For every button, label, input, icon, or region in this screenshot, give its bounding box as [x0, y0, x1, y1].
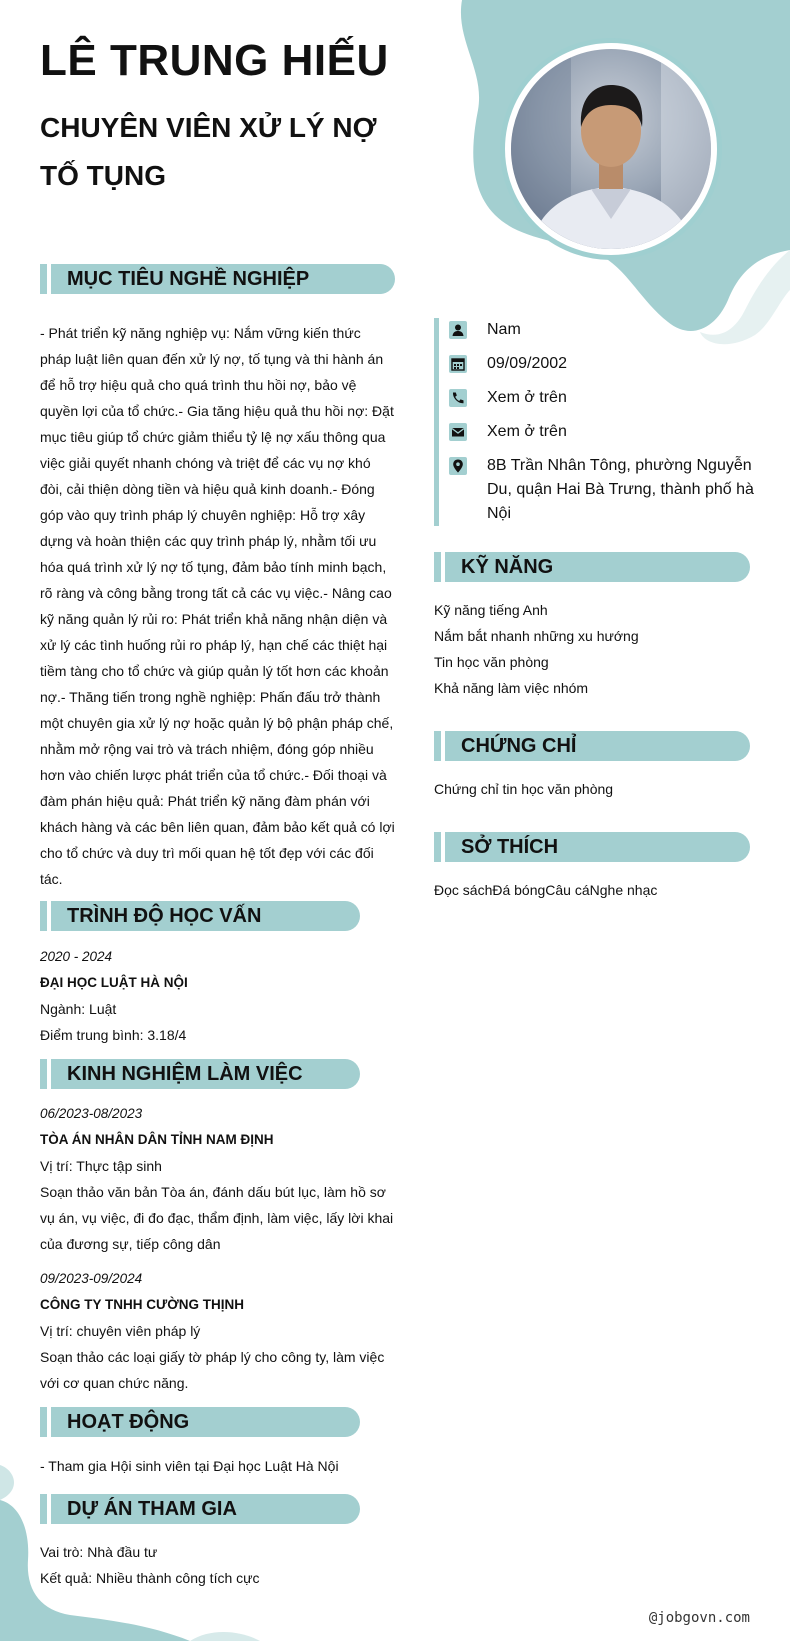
experience-entry-1 — [40, 1101, 395, 1257]
skill-item: Khả năng làm việc nhóm — [434, 680, 589, 696]
experience-position: Vị trí: Thực tập sinh — [40, 1158, 162, 1174]
section-title: KỸ NĂNG — [461, 555, 554, 578]
section-title: MỤC TIÊU NGHỀ NGHIỆP — [67, 267, 310, 290]
contact-gender: Nam — [487, 321, 521, 338]
section-skills-heading — [434, 552, 750, 582]
certificate-item: Chứng chỉ tin học văn phòng — [434, 781, 614, 797]
experience-company: TÒA ÁN NHÂN DÂN TỈNH NAM ĐỊNH — [40, 1132, 274, 1147]
contact-address-row — [449, 454, 764, 526]
section-title: CHỨNG CHỈ — [461, 734, 577, 757]
location-icon — [449, 457, 467, 475]
section-certificates-heading — [434, 731, 750, 761]
contact-address: 8B Trần Nhân Tông, phường Nguyễn Du, quận Hai Bà Trưng, thành phố hà Nội — [487, 457, 754, 522]
education-entry — [40, 944, 395, 1048]
objective-text: - Phát triển kỹ năng nghiệp vụ: Nắm vững kiến thức pháp luật liên quan đến xử lý nợ, tố tụng và thi hành án để hỗ trợ hiệu quả cho quá trình thu hồi nợ, bảo vệ quyền lợi của tổ chức.- Gia tăng hiệu quả thu hồi nợ: Đặt mục tiêu giúp tổ chức giảm thiểu tỷ lệ nợ xấu thông qua việc giải quyết nhanh chóng và triệt để các vụ nợ khó đòi, cải thiện dòng tiền và hiệu quả kinh doanh.- Đóng góp vào quy trình pháp lý chuyên nghiệp: Hỗ trợ xây dựng và hoàn thiện các quy trình pháp lý, nhằm tối ưu hóa quá trình xử lý nợ tố tụng, đảm bảo tính minh bạch, rõ ràng và công bằng trong tất cả các vụ việc.- Nâng cao kỹ năng quản lý rủi ro: Phát triển khả năng nhận diện và xử lý các tình huống rủi ro pháp lý, hạn chế các thiệt hại tiềm tàng cho tổ chức và giúp quản lý tốt hơn các khoản nợ.- Thăng tiến trong nghề nghiệp: Phấn đấu trở thành một chuyên gia xử lý nợ hoặc quản lý bộ phận pháp chế, nhằm mở rộng vai trò và trách nhiệm, đóng góp nhiều hơn vào chiến lược phát triển của tổ chức.- Đối thoại và đàm phán hiệu quả: Phát triển kỹ năng đàm phán với khách hàng và các bên liên quan, đảm bảo kết quả có lợi cho tổ chức và duy trì mối quan hệ tốt đẹp với các đối tác. — [40, 325, 395, 887]
activities-text: - Tham gia Hội sinh viên tại Đại học Luật Hà Nội — [40, 1458, 339, 1474]
section-title: SỞ THÍCH — [461, 835, 559, 858]
experience-description: Soạn thảo các loại giấy tờ pháp lý cho công ty, làm việc với cơ quan chức năng. — [40, 1349, 385, 1391]
contact-info — [434, 318, 764, 526]
section-title: DỰ ÁN THAM GIA — [67, 1497, 237, 1520]
skill-item: Tin học văn phòng — [434, 654, 549, 670]
contact-email-row — [449, 420, 764, 444]
hobbies-text: Đọc sáchĐá bóngCâu cáNghe nhạc — [434, 882, 658, 898]
avatar-frame — [500, 38, 722, 260]
person-icon — [449, 321, 467, 339]
skill-item: Kỹ năng tiếng Anh — [434, 602, 548, 618]
job-title: CHUYÊN VIÊN XỬ LÝ NỢ TỐ TỤNG — [40, 112, 377, 191]
project-entry — [40, 1539, 395, 1591]
education-gpa: Điểm trung bình: 3.18/4 — [40, 1027, 187, 1043]
mail-icon — [449, 423, 467, 441]
contact-birthday-row — [449, 352, 764, 376]
section-title: TRÌNH ĐỘ HỌC VẤN — [67, 904, 262, 927]
education-period: 2020 - 2024 — [40, 949, 113, 964]
watermark: @jobgovn.com — [648, 1610, 750, 1626]
skill-item: Nắm bắt nhanh những xu hướng — [434, 628, 639, 644]
project-result: Kết quả: Nhiều thành công tích cực — [40, 1570, 260, 1586]
candidate-name: LÊ TRUNG HIẾU — [40, 36, 389, 85]
section-title: HOẠT ĐỘNG — [67, 1410, 190, 1433]
skills-list — [434, 597, 639, 701]
contact-gender-row — [449, 318, 764, 342]
contact-phone: Xem ở trên — [487, 389, 567, 406]
certificates-list — [434, 776, 613, 802]
contact-email: Xem ở trên — [487, 423, 567, 440]
avatar — [511, 49, 711, 249]
section-title: KINH NGHIỆM LÀM VIỆC — [67, 1062, 303, 1085]
calendar-icon — [449, 355, 467, 373]
section-activities-heading — [40, 1407, 360, 1437]
avatar-portrait-icon — [511, 49, 711, 249]
section-education-heading — [40, 901, 360, 931]
experience-period: 09/2023-09/2024 — [40, 1271, 143, 1286]
contact-phone-row — [449, 386, 764, 410]
section-objective-heading — [40, 264, 395, 294]
experience-entry-2 — [40, 1266, 395, 1396]
contact-birthday: 09/09/2002 — [487, 355, 568, 372]
education-major: Ngành: Luật — [40, 1001, 117, 1017]
education-school: ĐẠI HỌC LUẬT HÀ NỘI — [40, 975, 188, 990]
section-projects-heading — [40, 1494, 360, 1524]
project-role: Vai trò: Nhà đầu tư — [40, 1544, 158, 1560]
experience-position: Vị trí: chuyên viên pháp lý — [40, 1323, 201, 1339]
section-hobbies-heading — [434, 832, 750, 862]
phone-icon — [449, 389, 467, 407]
experience-company: CÔNG TY TNHH CƯỜNG THỊNH — [40, 1297, 244, 1312]
experience-period: 06/2023-08/2023 — [40, 1106, 143, 1121]
section-experience-heading — [40, 1059, 360, 1089]
experience-description: Soạn thảo văn bản Tòa án, đánh dấu bút lục, làm hồ sơ vụ án, vụ việc, đi đo đạc, thẩm định, làm việc, lấy lời khai của đương sự, tiếp công dân — [40, 1184, 394, 1252]
